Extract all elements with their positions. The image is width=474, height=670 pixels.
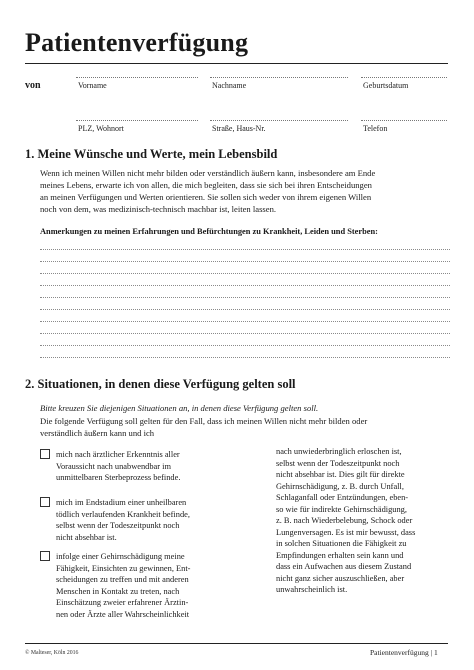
text-line: tödlich verlaufenden Krankheit befinde,: [56, 509, 190, 519]
section2-instruction: Bitte kreuzen Sie diejenigen Situationen an, in denen diese Verfügung gelten soll.: [40, 403, 319, 413]
geburtsdatum-label: Geburtsdatum: [363, 81, 409, 90]
text-line: Einschätzung zweier erfahrener Ärztin-: [56, 598, 189, 607]
text-line: Empfindungen erhalten sein kann und: [276, 550, 404, 560]
section2-intro: [40, 415, 452, 439]
writing-line[interactable]: [40, 249, 450, 250]
footer-page-number: Patientenverfügung | 1: [370, 648, 438, 657]
text-line: mich im Endstadium einer unheilbaren: [56, 498, 187, 507]
writing-line[interactable]: [40, 309, 450, 310]
section1-note: Anmerkungen zu meinen Erfahrungen und Befürchtungen zu Krankheit, Leiden und Sterben:: [40, 227, 378, 236]
text-line: Lungenversagen. Es ist mir bewusst, dass: [276, 527, 416, 537]
option-2-text: [56, 497, 234, 543]
footer-copyright: © Malteser, Köln 2016: [25, 650, 79, 656]
writing-line[interactable]: [40, 285, 450, 286]
nachname-field[interactable]: [210, 77, 348, 78]
writing-line[interactable]: [40, 357, 450, 358]
text-line: Die folgende Verfügung soll gelten für den Fall, dass ich meinen Willen nicht mehr bilden oder: [40, 416, 368, 426]
text-line: scheidungen zu treffen und mit anderen: [56, 575, 189, 584]
option-3-text: [56, 551, 234, 620]
text-line: z. B. nach Wiederbelebung, Schock oder: [276, 516, 413, 525]
option-3-checkbox[interactable]: [40, 551, 50, 561]
vorname-field[interactable]: [76, 77, 198, 78]
text-line: nicht absehbar ist.: [56, 532, 117, 542]
title-divider: [25, 63, 448, 64]
writing-line[interactable]: [40, 261, 450, 262]
option-1-checkbox[interactable]: [40, 449, 50, 459]
text-line: dass ein Aufwachen aus diesem Zustand: [276, 562, 412, 571]
writing-line[interactable]: [40, 345, 450, 346]
writing-line[interactable]: [40, 333, 450, 334]
text-line: Voraussicht nach unabwendbar im: [56, 461, 171, 471]
option-3-continuation: [276, 446, 456, 596]
von-label: von: [25, 80, 41, 91]
option-2-checkbox[interactable]: [40, 497, 50, 507]
strasse-field[interactable]: [210, 120, 348, 121]
section1-paragraph: [40, 167, 452, 215]
text-line: unwahrscheinlich ist.: [276, 585, 348, 594]
text-line: nach unwiederbringlich erloschen ist,: [276, 447, 402, 456]
text-line: Wenn ich meinen Willen nicht mehr bilden oder verständlich äußern kann, insbesondere am Ende: [40, 168, 376, 178]
vorname-label: Vorname: [78, 81, 107, 90]
text-line: so wie für indirekte Gehirnschädigung,: [276, 504, 407, 514]
text-line: in solchen Situationen die Fähigkeit zu: [276, 539, 407, 548]
text-line: Schlaganfall oder Entzündungen, eben-: [276, 493, 409, 502]
text-line: Gehirnschädigung, z. B. durch Unfall,: [276, 481, 404, 491]
text-line: selbst wenn der Todeszeitpunkt noch: [56, 521, 180, 530]
section2-heading: 2. Situationen, in denen diese Verfügung gelten soll: [25, 377, 296, 391]
writing-line[interactable]: [40, 273, 450, 274]
text-line: meines Lebens, erwarte ich von allen, die mich begleiten, dass sie sich bei ihren Entscheidungen: [40, 180, 372, 190]
footer-divider: [25, 643, 448, 644]
page-title: Patientenverfügung: [25, 28, 249, 57]
writing-line[interactable]: [40, 321, 450, 322]
text-line: nen oder Ärzte aller Wahrscheinlichkeit: [56, 609, 190, 619]
plz-field[interactable]: [76, 120, 198, 121]
geburtsdatum-field[interactable]: [361, 77, 447, 78]
text-line: an meinen Verfügungen und Werten orientieren. Sie sollen sich weder von ihrem eigenen Willen: [40, 192, 372, 202]
telefon-field[interactable]: [361, 120, 447, 121]
section1-heading: 1. Meine Wünsche und Werte, mein Lebensbild: [25, 147, 278, 161]
telefon-label: Telefon: [363, 124, 388, 133]
option-1-text: [56, 449, 234, 484]
text-line: infolge einer Gehirnschädigung meine: [56, 552, 185, 561]
text-line: Fähigkeit, Einsichten zu gewinnen, Ent-: [56, 563, 191, 573]
strasse-label: Straße, Haus-Nr.: [212, 124, 266, 133]
writing-line[interactable]: [40, 297, 450, 298]
text-line: noch von dem, was medizinisch-technisch machbar ist, leiten lassen.: [40, 204, 277, 214]
text-line: nicht absehbar ist. Dies gilt für direkte: [276, 470, 405, 479]
text-line: verständlich äußern kann und ich: [40, 428, 155, 438]
text-line: mich nach ärztlicher Erkenntnis aller: [56, 450, 180, 459]
text-line: selbst wenn der Todeszeitpunkt noch: [276, 458, 400, 468]
text-line: unmittelbaren Sterbeprozess befinde.: [56, 473, 181, 482]
text-line: nicht ganz sicher auszuschließen, aber: [276, 573, 405, 583]
nachname-label: Nachname: [212, 81, 247, 90]
text-line: Menschen in Kontakt zu treten, nach: [56, 586, 180, 596]
plz-label: PLZ, Wohnort: [78, 124, 124, 133]
